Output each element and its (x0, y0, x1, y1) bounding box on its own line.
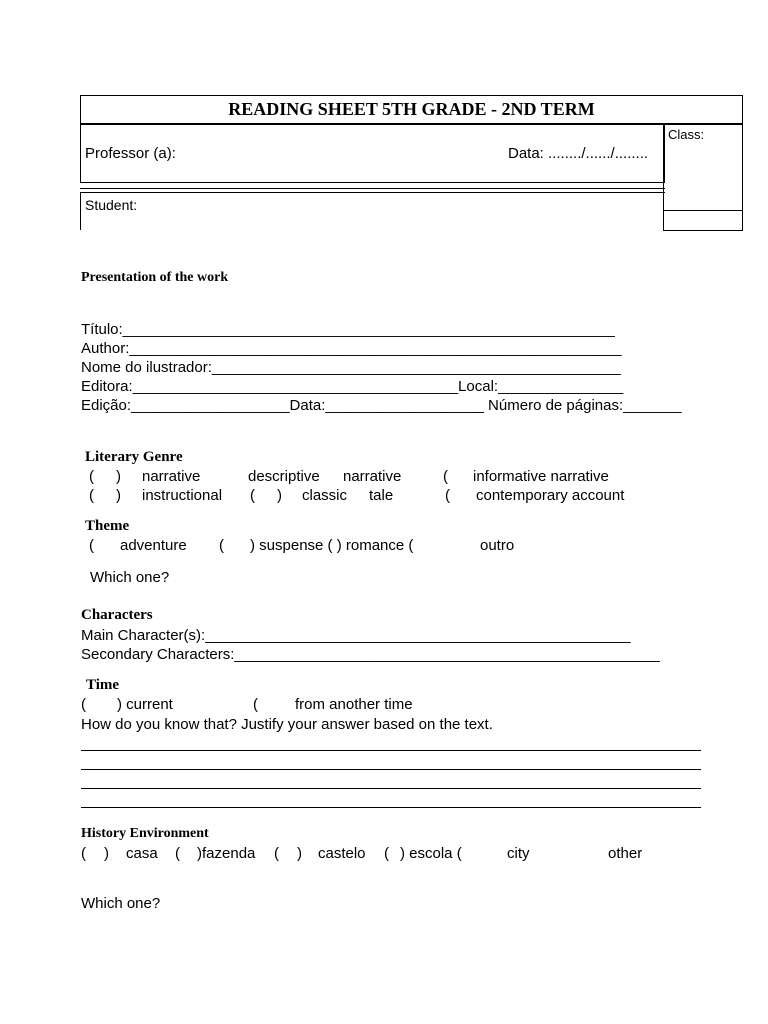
page-title: READING SHEET 5TH GRADE - 2ND TERM (228, 99, 595, 119)
environment-option: casa (126, 845, 158, 862)
genre-paren: ( (89, 487, 94, 504)
history-environment-heading: History Environment (81, 826, 209, 841)
student-left-border (80, 192, 81, 230)
environment-paren: ) (104, 845, 109, 862)
author-field: Author:___________________________________________________________ (81, 340, 622, 357)
class-label: Class: (668, 127, 705, 142)
environment-paren: ) (297, 845, 302, 862)
answer-line (81, 788, 701, 789)
environment-paren: ( (81, 845, 86, 862)
theme-option: outro (480, 537, 515, 554)
environment-paren: ( (384, 845, 389, 862)
environment-paren: ( (175, 845, 180, 862)
theme-paren: ( (89, 537, 94, 554)
genre-paren: ( (443, 468, 448, 485)
presentation-heading: Presentation of the work (81, 270, 229, 285)
genre-paren: ) (116, 487, 121, 504)
genre-option: contemporary account (476, 487, 625, 504)
editora-field: Editora:_______________________________________Local:_______________ (81, 378, 624, 395)
secondary-characters-field: Secondary Characters:___________________________________________________ (81, 646, 660, 663)
class-box-divider (663, 210, 743, 211)
genre-option: tale (369, 487, 394, 504)
ilustrador-field: Nome do ilustrador:_________________________________________________ (81, 359, 621, 376)
genre-option: descriptive (248, 468, 320, 485)
literary-genre-heading: Literary Genre (85, 449, 183, 465)
genre-paren: ( (89, 468, 94, 485)
professor-label: Professor (a): (85, 145, 176, 162)
environment-option: ) escola ( (400, 845, 462, 862)
titulo-field: Título:___________________________________________________________ (81, 321, 615, 338)
environment-which-one: Which one? (81, 895, 161, 912)
answer-line (81, 769, 701, 770)
characters-heading: Characters (81, 607, 153, 623)
student-top-line (80, 192, 665, 193)
genre-paren: ( (445, 487, 450, 504)
genre-option: narrative (343, 468, 402, 485)
time-paren: ( (81, 696, 86, 713)
time-heading: Time (86, 677, 120, 693)
theme-heading: Theme (85, 518, 130, 534)
theme-which-one: Which one? (90, 569, 170, 586)
genre-paren: ) (116, 468, 121, 485)
time-question: How do you know that? Justify your answer based on the text. (81, 716, 493, 733)
environment-option: city (507, 845, 530, 862)
time-paren: ( (253, 696, 258, 713)
genre-paren: ) (277, 487, 282, 504)
theme-option: ) suspense ( ) romance ( (250, 537, 414, 554)
student-label: Student: (85, 197, 138, 213)
genre-option: narrative (142, 468, 201, 485)
environment-option: other (608, 845, 643, 862)
genre-option: instructional (142, 487, 223, 504)
edicao-field: Edição:___________________Data:___________________ Número de páginas:_______ (81, 397, 682, 414)
student-top-line-2 (80, 188, 665, 189)
theme-paren: ( (219, 537, 224, 554)
time-option: from another time (295, 696, 413, 713)
environment-paren: ( (274, 845, 279, 862)
time-option: ) current (117, 696, 173, 713)
genre-option: informative narrative (473, 468, 609, 485)
answer-line (81, 750, 701, 751)
theme-option: adventure (120, 537, 187, 554)
genre-paren: ( (250, 487, 255, 504)
date-label: Data: ......../....../........ (508, 145, 649, 162)
environment-option: castelo (318, 845, 366, 862)
environment-option: )fazenda (197, 845, 256, 862)
main-characters-field: Main Character(s):___________________________________________________ (81, 627, 631, 644)
genre-option: classic (302, 487, 348, 504)
answer-line (81, 807, 701, 808)
